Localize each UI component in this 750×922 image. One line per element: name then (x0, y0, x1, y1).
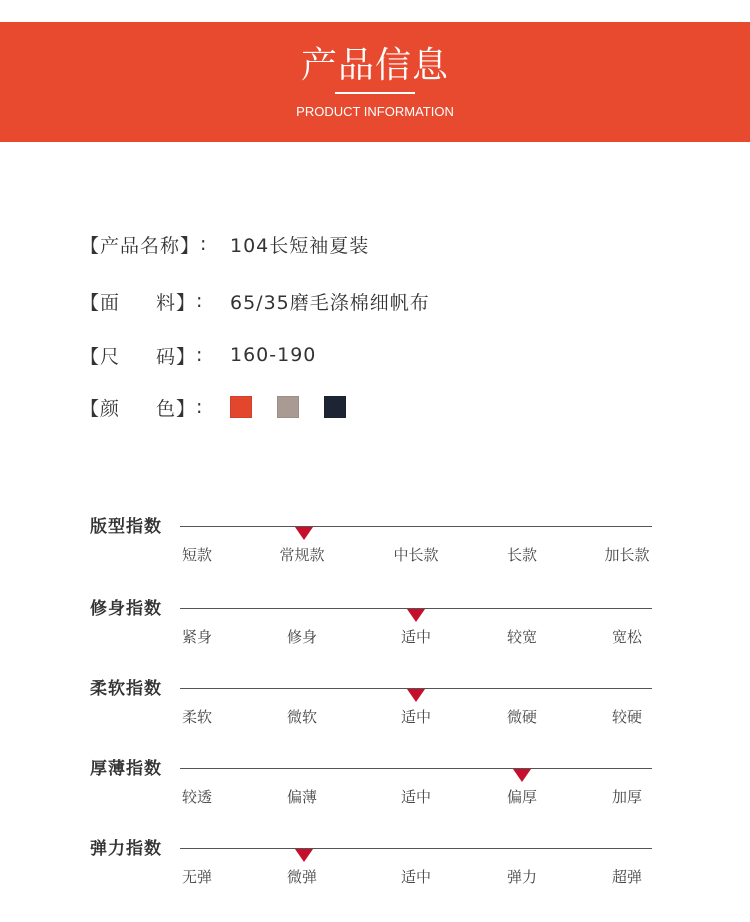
info-label: 【 尺 码 】 : (80, 344, 204, 368)
info-label: 【 面 料 】 : (80, 290, 204, 314)
index-track (180, 526, 652, 527)
index-scale (0, 839, 750, 909)
index-option: 弹力 (507, 868, 538, 886)
index-option: 偏薄 (287, 788, 318, 806)
index-option: 超弹 (612, 868, 643, 886)
index-option: 微硬 (507, 708, 538, 726)
index-option: 中长款 (393, 546, 439, 564)
index-option: 适中 (401, 628, 432, 646)
banner-divider (335, 92, 415, 94)
info-row-size (80, 340, 316, 370)
index-scale (0, 599, 750, 669)
index-option: 适中 (401, 868, 432, 886)
fabric-value: 65/35磨毛涤棉细帆布 (230, 291, 430, 314)
index-option: 微软 (287, 708, 318, 726)
index-option: 适中 (401, 788, 432, 806)
index-option: 宽松 (612, 628, 643, 646)
index-marker (407, 689, 425, 702)
index-option: 修身 (287, 628, 318, 646)
index-option: 短款 (182, 546, 213, 564)
index-option: 较宽 (507, 628, 538, 646)
index-title: 版型指数 (90, 517, 162, 537)
index-title: 厚薄指数 (90, 759, 162, 779)
index-option: 偏厚 (507, 788, 538, 806)
info-row-color (80, 392, 371, 422)
banner-title: 产品信息 (300, 45, 449, 86)
index-option: 较透 (182, 788, 213, 806)
index-option: 微弹 (287, 868, 318, 886)
color-swatch-navy[interactable] (324, 396, 346, 418)
index-marker (513, 769, 531, 782)
index-scale (0, 517, 750, 587)
info-row-product-name (80, 229, 369, 259)
index-marker (295, 849, 313, 862)
index-option: 常规款 (279, 546, 325, 564)
index-option: 加厚 (612, 788, 643, 806)
index-marker (295, 527, 313, 540)
product-name-value: 104长短袖夏装 (230, 234, 370, 257)
index-track (180, 768, 652, 769)
index-title: 修身指数 (90, 599, 162, 619)
index-option: 适中 (401, 708, 432, 726)
product-info-banner (0, 22, 750, 142)
index-title: 弹力指数 (90, 839, 162, 859)
color-swatch-orange[interactable] (230, 396, 252, 418)
index-scale (0, 759, 750, 829)
index-title: 柔软指数 (90, 679, 162, 699)
info-label: 【 颜 色 】 : (80, 396, 204, 420)
index-track (180, 848, 652, 849)
info-row-fabric (80, 286, 430, 316)
index-option: 较硬 (612, 708, 643, 726)
index-scale (0, 679, 750, 749)
color-swatch-taupe[interactable] (277, 396, 299, 418)
size-value: 160-190 (230, 344, 317, 366)
index-option: 加长款 (604, 546, 650, 564)
index-option: 柔软 (182, 708, 213, 726)
index-option: 长款 (507, 546, 538, 564)
index-option: 无弹 (182, 868, 213, 886)
index-marker (407, 609, 425, 622)
banner-subtitle: PRODUCT INFORMATION (296, 104, 454, 119)
info-label: 【 产品名称 】 : (80, 233, 208, 257)
index-option: 紧身 (182, 628, 213, 646)
